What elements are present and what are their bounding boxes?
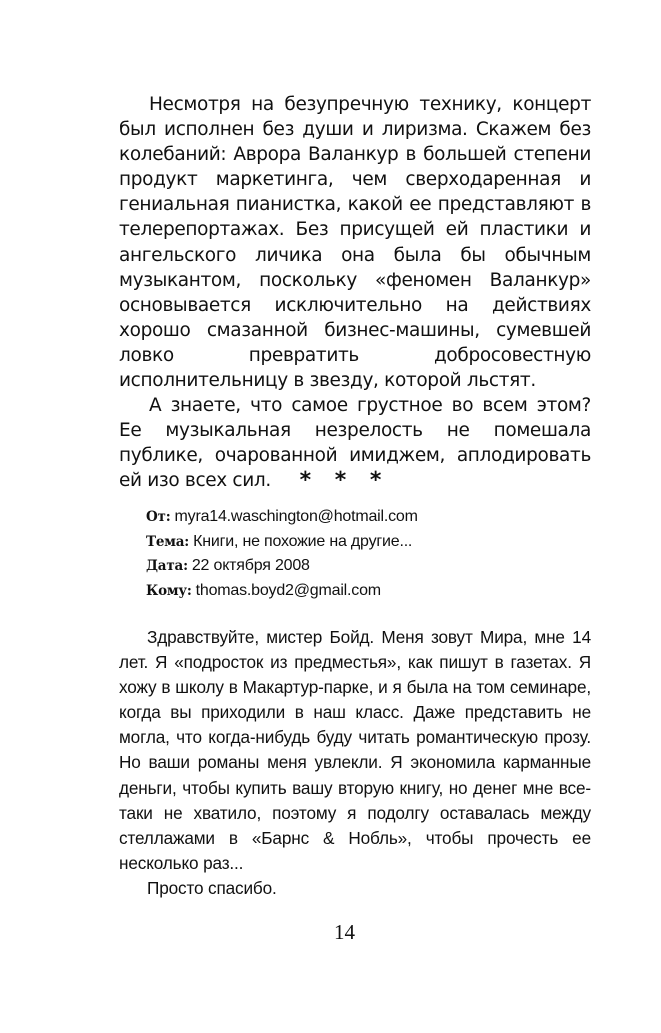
from-label: От:: [146, 509, 171, 525]
review-paragraph-2: А знаете, что самое грустное во всем этом? Ее музыкальная незрелость не помешала публике, очарованной имиджем, аплодировать ей изо всех сил.: [119, 395, 591, 492]
email-from-line: [146, 505, 586, 530]
review-text: [119, 92, 591, 494]
letter-paragraph-1: Здравствуйте, мистер Бойд. Меня зовут Мира, мне 14 лет. Я «подросток из предместья», как пишут в газетах. Я хожу в школу в Макартур-парке, и я была на том семинаре, когда вы приходили в наш класс. Даже представить не могла, что когда-нибудь буду читать романтическую прозу. Но ваши романы меня увлекли. Я экономила карманные деньги, чтобы купить вашу вторую книгу, но денег мне все-таки не хватило, поэтому я подолгу оставалась между стеллажами в «Барнс & Нобль», чтобы прочесть ее несколько раз...: [119, 627, 591, 873]
review-paragraph-1: Несмотря на безупречную технику, концерт был исполнен без души и лиризма. Скажем без колебаний: Аврора Валанкур в большей степени продукт маркетинга, чем сверходаренная и гениальная пианистка, какой ее представляют в телерепортажах. Без присущей ей пластики и ангельского личика она была бы обычным музыкантом, поскольку «феномен Валанкур» основывается исключительно на действиях хорошо смазанной бизнес-машины, сумевшей ловко превратить добросовестную исполнительницу в звезду, которой льстят.: [119, 94, 591, 392]
subject-value: Книги, не похожие на другие...: [193, 532, 413, 550]
date-label: Дата:: [146, 558, 188, 575]
email-date-line: [146, 554, 586, 579]
email-header: [146, 505, 586, 604]
page-number: 14: [334, 920, 355, 944]
date-value: 22 октября 2008: [191, 557, 310, 575]
section-divider: * * *: [299, 468, 390, 493]
letter-paragraph-2: Просто спасибо.: [147, 877, 277, 898]
email-subject-line: [146, 530, 586, 555]
to-label: Кому:: [146, 583, 192, 600]
from-value: myra14.waschington@hotmail.com: [174, 508, 418, 525]
letter-body: [119, 625, 591, 901]
email-to-line: [146, 579, 586, 604]
subject-label: Тема:: [146, 533, 190, 550]
to-value: thomas.boyd2@gmail.com: [195, 582, 381, 600]
